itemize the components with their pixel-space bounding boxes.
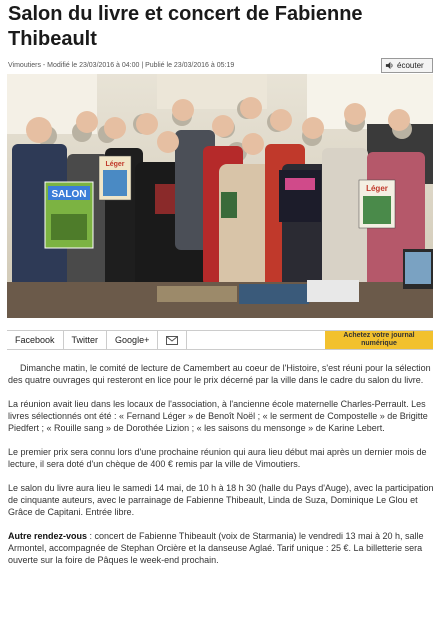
listen-button[interactable] [381,58,433,73]
share-facebook-button[interactable] [7,331,64,349]
article-title: Salon du livre et concert de Fabienne Thibeault [8,3,363,50]
speaker-icon [385,61,394,70]
paragraph-4: Le salon du livre aura lieu le samedi 14 mai, de 10 h à 18 h 30 (halle du Pays d'Auge), avec la participation de cinquante auteurs, avec le parrainage de Fabienne Thibeault, Linda de Suza, Dominique Le Glou et Grâce de Capitani. Entrée libre. [8,483,434,517]
share-twitter-button[interactable] [64,331,108,349]
book-leger-right-label: Léger [366,184,388,193]
paragraph-2: La réunion avait lieu dans les locaux de l'association, à l'ancienne école maternelle Charles-Perrault. Les livres sélectionnés ont été : « Fernand Léger » de Benoît Noël ; « le serment de Compostelle » de Brigitte Piedfert ; « Rouille sang » de Dorothée Lizion ; « les saisons du mensonge » de Karine Lebert. [8,399,428,433]
share-bar [7,330,433,350]
book-leger-left [99,156,131,200]
paragraph-3: Le premier prix sera connu lors d'une prochaine réunion qui aura lieu début mai après un dernier mois de lecture, il sera doté d'un chèque de 400 € remis par la ville de Vimoutiers. [8,447,427,469]
paragraph-5-lead: Autre rendez-vous [8,531,88,541]
listen-label: écouter [397,61,424,70]
subscribe-line1: Achetez votre journal [343,332,415,339]
paragraph-5 [8,530,436,566]
article-photo [7,74,433,318]
article-meta: Vimoutiers - Modifié le 23/03/2016 à 04:00 | Publié le 23/03/2016 à 05:19 [8,62,235,69]
book-salon [45,182,93,248]
book-leger-right [359,180,395,228]
book-salon-label: SALON [51,189,87,200]
share-facebook-label: Facebook [15,335,55,345]
subscribe-button[interactable] [325,331,433,349]
share-twitter-label: Twitter [71,335,99,345]
share-email-button[interactable] [158,331,187,349]
paragraph-5-rest: : concert de Fabienne Thibeault (voix de Starmania) le vendredi 13 mai à 20 h, salle Armontel, accompagnée de Stephan Orcière et la danseuse Aglaé. Tarif unique : 25 €. La billetterie sera ouverte sur la foire de Pâques le week-end prochain. [8,531,424,565]
paragraph-1: Dimanche matin, le comité de lecture de Camembert au coeur de l'Histoire, s'est réuni pour la sélection des quatre ouvrages qui resteront en lice pour le prix décerné par la ville dans le cadre du salon du livre. [8,363,431,385]
share-google-button[interactable] [107,331,158,349]
mail-icon [166,336,178,345]
article-body [8,362,436,578]
book-leger-left-label: Léger [105,161,125,168]
share-google-label: Google+ [115,335,150,345]
subscribe-line2: numérique [361,340,397,347]
